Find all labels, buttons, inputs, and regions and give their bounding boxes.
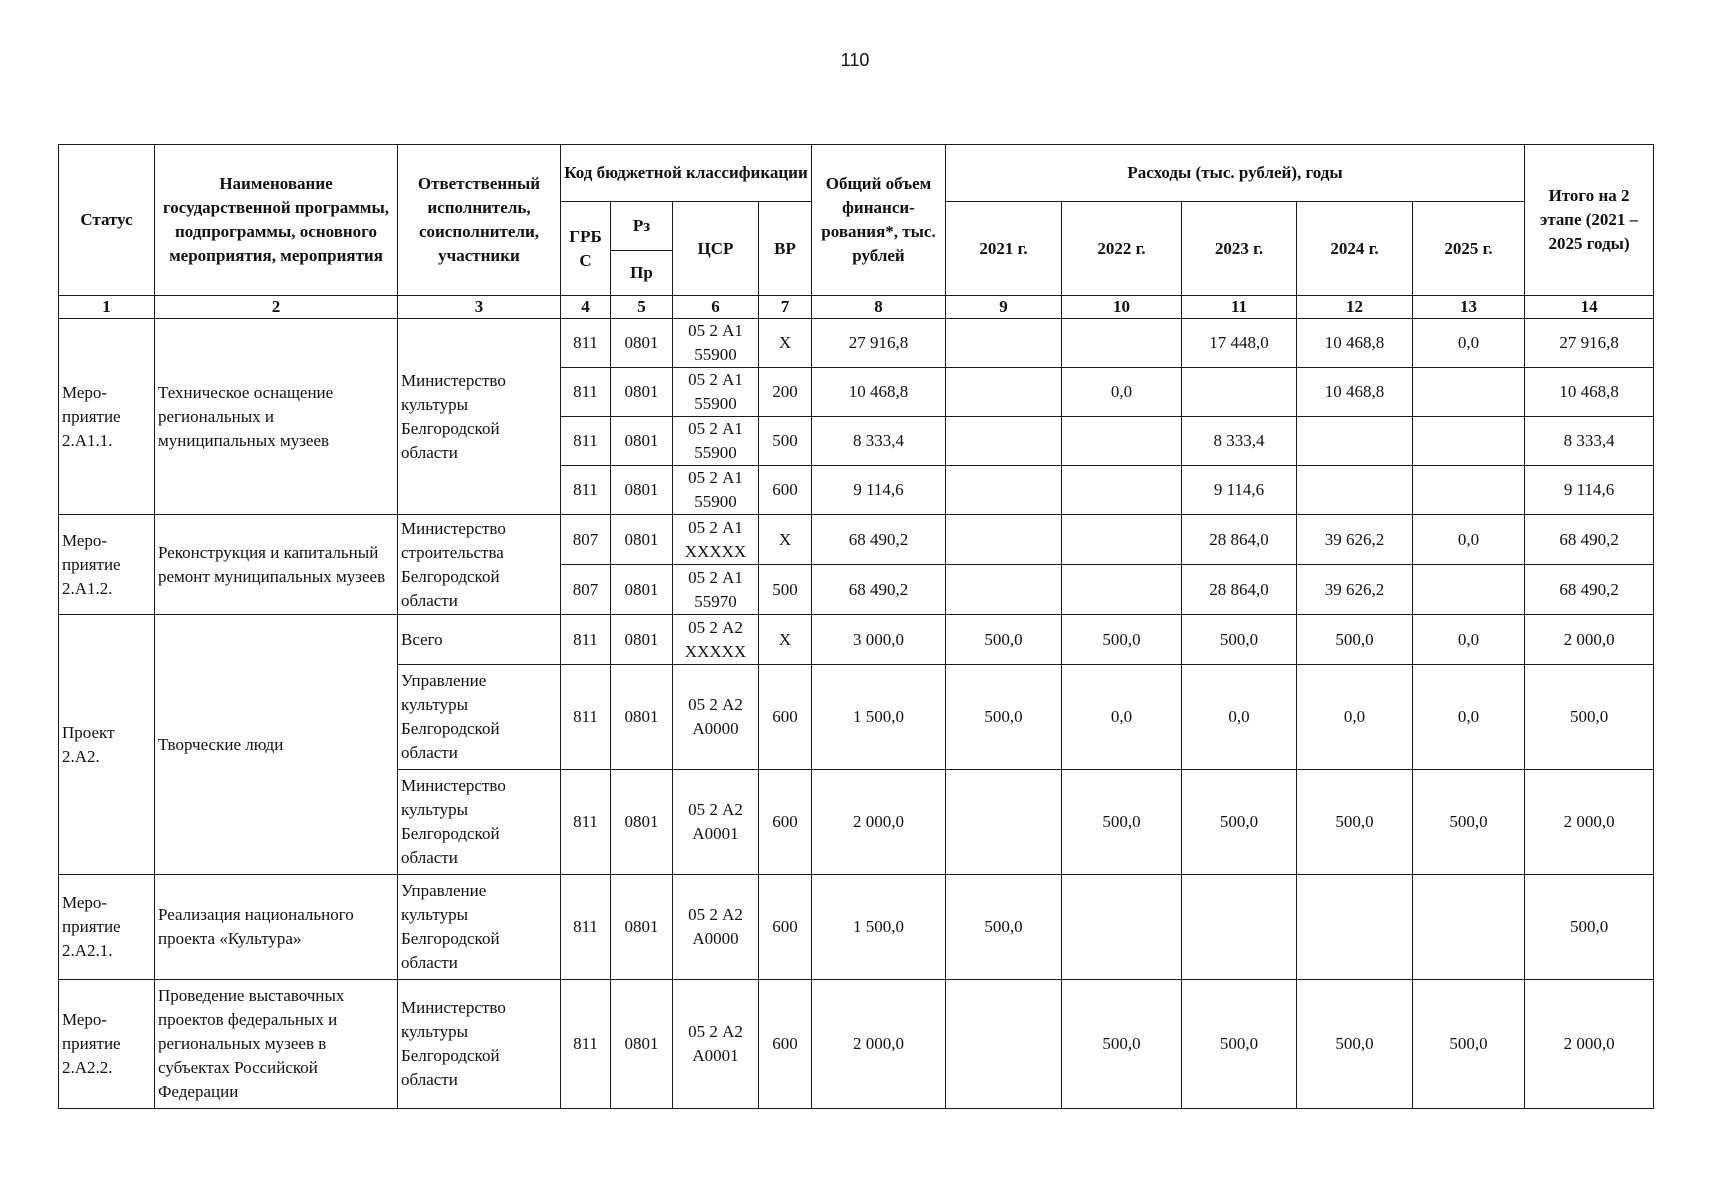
vr-cell: X [759,515,812,565]
year-2021-cell [946,770,1062,875]
total-cell: 1 500,0 [812,875,946,980]
rzpr-cell: 0801 [611,417,673,466]
header-year: 2022 г. [1062,202,1182,296]
vr-cell: 600 [759,980,812,1109]
status-cell: Проект 2.А2. [59,615,155,875]
header-total-volume: Общий объем финанси-рования*, тыс. рублей [812,145,946,296]
total-cell: 68 490,2 [812,565,946,615]
status-cell: Меро-приятие 2.А1.2. [59,515,155,615]
program-name-cell: Техническое оснащение региональных и муниципальных музеев [155,319,398,515]
total-cell: 3 000,0 [812,615,946,665]
column-number: 7 [759,296,812,319]
stage-total-cell: 9 114,6 [1525,466,1654,515]
total-cell: 68 490,2 [812,515,946,565]
year-2025-cell: 0,0 [1413,665,1525,770]
year-2025-cell: 500,0 [1413,980,1525,1109]
rzpr-cell: 0801 [611,368,673,417]
header-program-name: Наименование государственной программы, подпрограммы, основного мероприятия, мероприятия [155,145,398,296]
vr-cell: 600 [759,466,812,515]
stage-total-cell: 2 000,0 [1525,770,1654,875]
vr-cell: 600 [759,875,812,980]
program-name-cell: Реконструкция и капитальный ремонт муниципальных музеев [155,515,398,615]
rzpr-cell: 0801 [611,665,673,770]
year-2021-cell: 500,0 [946,875,1062,980]
grbs-cell: 811 [561,368,611,417]
status-cell: Меро-приятие 2.А1.1. [59,319,155,515]
grbs-cell: 811 [561,417,611,466]
total-cell: 2 000,0 [812,980,946,1109]
year-2024-cell [1297,417,1413,466]
year-2022-cell [1062,565,1182,615]
csr-cell: 05 2 А1 55900 [673,368,759,417]
csr-cell: 05 2 А1 55970 [673,565,759,615]
stage-total-cell: 500,0 [1525,875,1654,980]
column-number: 10 [1062,296,1182,319]
column-number: 5 [611,296,673,319]
year-2021-cell: 500,0 [946,665,1062,770]
executor-cell: Управление культуры Белгородской области [398,875,561,980]
year-2025-cell: 0,0 [1413,615,1525,665]
year-2022-cell: 500,0 [1062,770,1182,875]
column-number: 9 [946,296,1062,319]
year-2023-cell: 500,0 [1182,770,1297,875]
csr-cell: 05 2 А2 А0001 [673,980,759,1109]
year-2025-cell: 0,0 [1413,515,1525,565]
header-year: 2021 г. [946,202,1062,296]
executor-cell: Министерство культуры Белгородской области [398,980,561,1109]
column-number: 1 [59,296,155,319]
header-csr: ЦСР [673,202,759,296]
rzpr-cell: 0801 [611,770,673,875]
grbs-cell: 811 [561,615,611,665]
total-cell: 1 500,0 [812,665,946,770]
year-2022-cell: 0,0 [1062,665,1182,770]
executor-cell: Управление культуры Белгородской области [398,665,561,770]
column-number: 3 [398,296,561,319]
grbs-cell: 811 [561,770,611,875]
program-name-cell: Проведение выставочных проектов федеральных и региональных музеев в субъектах Российской Федерации [155,980,398,1109]
total-cell: 10 468,8 [812,368,946,417]
rzpr-cell: 0801 [611,875,673,980]
year-2022-cell [1062,319,1182,368]
year-2022-cell [1062,515,1182,565]
executor-cell: Всего [398,615,561,665]
year-2022-cell [1062,417,1182,466]
year-2021-cell: 500,0 [946,615,1062,665]
program-name-cell: Реализация национального проекта «Культура» [155,875,398,980]
csr-cell: 05 2 А1 55900 [673,417,759,466]
year-2021-cell [946,319,1062,368]
year-2025-cell [1413,565,1525,615]
status-cell: Меро-приятие 2.А2.2. [59,980,155,1109]
year-2022-cell: 500,0 [1062,980,1182,1109]
year-2021-cell [946,466,1062,515]
status-cell: Меро-приятие 2.А2.1. [59,875,155,980]
stage-total-cell: 27 916,8 [1525,319,1654,368]
rzpr-cell: 0801 [611,319,673,368]
grbs-cell: 811 [561,665,611,770]
vr-cell: 500 [759,417,812,466]
rzpr-cell: 0801 [611,565,673,615]
csr-cell: 05 2 А1 55900 [673,466,759,515]
column-number: 11 [1182,296,1297,319]
year-2024-cell: 500,0 [1297,615,1413,665]
year-2025-cell: 0,0 [1413,319,1525,368]
year-2023-cell [1182,368,1297,417]
rzpr-cell: 0801 [611,515,673,565]
year-2022-cell [1062,466,1182,515]
year-2024-cell: 500,0 [1297,770,1413,875]
csr-cell: 05 2 А1 55900 [673,319,759,368]
year-2025-cell [1413,466,1525,515]
year-2022-cell: 0,0 [1062,368,1182,417]
grbs-cell: 811 [561,466,611,515]
stage-total-cell: 8 333,4 [1525,417,1654,466]
csr-cell: 05 2 А2 А0000 [673,875,759,980]
csr-cell: 05 2 А2 А0001 [673,770,759,875]
vr-cell: 500 [759,565,812,615]
stage-total-cell: 68 490,2 [1525,565,1654,615]
year-2025-cell [1413,368,1525,417]
year-2025-cell [1413,875,1525,980]
year-2024-cell: 39 626,2 [1297,515,1413,565]
executor-cell: Министерство культуры Белгородской области [398,770,561,875]
header-year: 2024 г. [1297,202,1413,296]
budget-table [58,144,1654,1109]
table-row [59,980,1654,1109]
year-2023-cell: 28 864,0 [1182,515,1297,565]
rzpr-cell: 0801 [611,466,673,515]
year-2023-cell [1182,875,1297,980]
year-2021-cell [946,980,1062,1109]
csr-cell: 05 2 А1 XXXXX [673,515,759,565]
total-cell: 27 916,8 [812,319,946,368]
header-status: Статус [59,145,155,296]
column-number: 8 [812,296,946,319]
year-2021-cell [946,368,1062,417]
year-2021-cell [946,515,1062,565]
year-2025-cell: 500,0 [1413,770,1525,875]
vr-cell: X [759,319,812,368]
total-cell: 8 333,4 [812,417,946,466]
vr-cell: 200 [759,368,812,417]
column-number: 6 [673,296,759,319]
vr-cell: 600 [759,665,812,770]
header-responsible: Ответственный исполнитель, соисполнители, участники [398,145,561,296]
header-year: 2025 г. [1413,202,1525,296]
stage-total-cell: 2 000,0 [1525,980,1654,1109]
year-2025-cell [1413,417,1525,466]
year-2023-cell: 9 114,6 [1182,466,1297,515]
grbs-cell: 811 [561,319,611,368]
year-2023-cell: 17 448,0 [1182,319,1297,368]
year-2022-cell: 500,0 [1062,615,1182,665]
vr-cell: X [759,615,812,665]
rzpr-cell: 0801 [611,615,673,665]
stage-total-cell: 500,0 [1525,665,1654,770]
year-2024-cell: 10 468,8 [1297,319,1413,368]
column-number: 12 [1297,296,1413,319]
vr-cell: 600 [759,770,812,875]
grbs-cell: 811 [561,980,611,1109]
stage-total-cell: 10 468,8 [1525,368,1654,417]
csr-cell: 05 2 А2 XXXXX [673,615,759,665]
year-2023-cell: 28 864,0 [1182,565,1297,615]
year-2024-cell: 0,0 [1297,665,1413,770]
year-2023-cell: 500,0 [1182,980,1297,1109]
year-2021-cell [946,565,1062,615]
header-budget-code: Код бюджетной классификации [561,145,812,202]
year-2024-cell: 10 468,8 [1297,368,1413,417]
stage-total-cell: 68 490,2 [1525,515,1654,565]
year-2023-cell: 500,0 [1182,615,1297,665]
header-vr: ВР [759,202,812,296]
grbs-cell: 811 [561,875,611,980]
year-2023-cell: 0,0 [1182,665,1297,770]
executor-cell: Министерство строительства Белгородской области [398,515,561,615]
stage-total-cell: 2 000,0 [1525,615,1654,665]
year-2024-cell: 39 626,2 [1297,565,1413,615]
year-2023-cell: 8 333,4 [1182,417,1297,466]
csr-cell: 05 2 А2 А0000 [673,665,759,770]
table-row [59,615,1654,665]
executor-cell: Министерство культуры Белгородской области [398,319,561,515]
column-number: 2 [155,296,398,319]
column-number: 13 [1413,296,1525,319]
header-pr: Пр [611,251,673,296]
table-row [59,515,1654,565]
header-stage-total: Итого на 2 этапе (2021 – 2025 годы) [1525,145,1654,296]
rzpr-cell: 0801 [611,980,673,1109]
year-2022-cell [1062,875,1182,980]
year-2024-cell: 500,0 [1297,980,1413,1109]
header-rz: Рз [611,202,673,251]
header-grbs: ГРБ С [561,202,611,296]
column-number: 14 [1525,296,1654,319]
header-expenses: Расходы (тыс. рублей), годы [946,145,1525,202]
table-row [59,875,1654,980]
grbs-cell: 807 [561,565,611,615]
table-row [59,319,1654,368]
total-cell: 2 000,0 [812,770,946,875]
column-number: 4 [561,296,611,319]
year-2021-cell [946,417,1062,466]
header-year: 2023 г. [1182,202,1297,296]
program-name-cell: Творческие люди [155,615,398,875]
page-number: 110 [840,50,870,70]
total-cell: 9 114,6 [812,466,946,515]
year-2024-cell [1297,466,1413,515]
grbs-cell: 807 [561,515,611,565]
year-2024-cell [1297,875,1413,980]
